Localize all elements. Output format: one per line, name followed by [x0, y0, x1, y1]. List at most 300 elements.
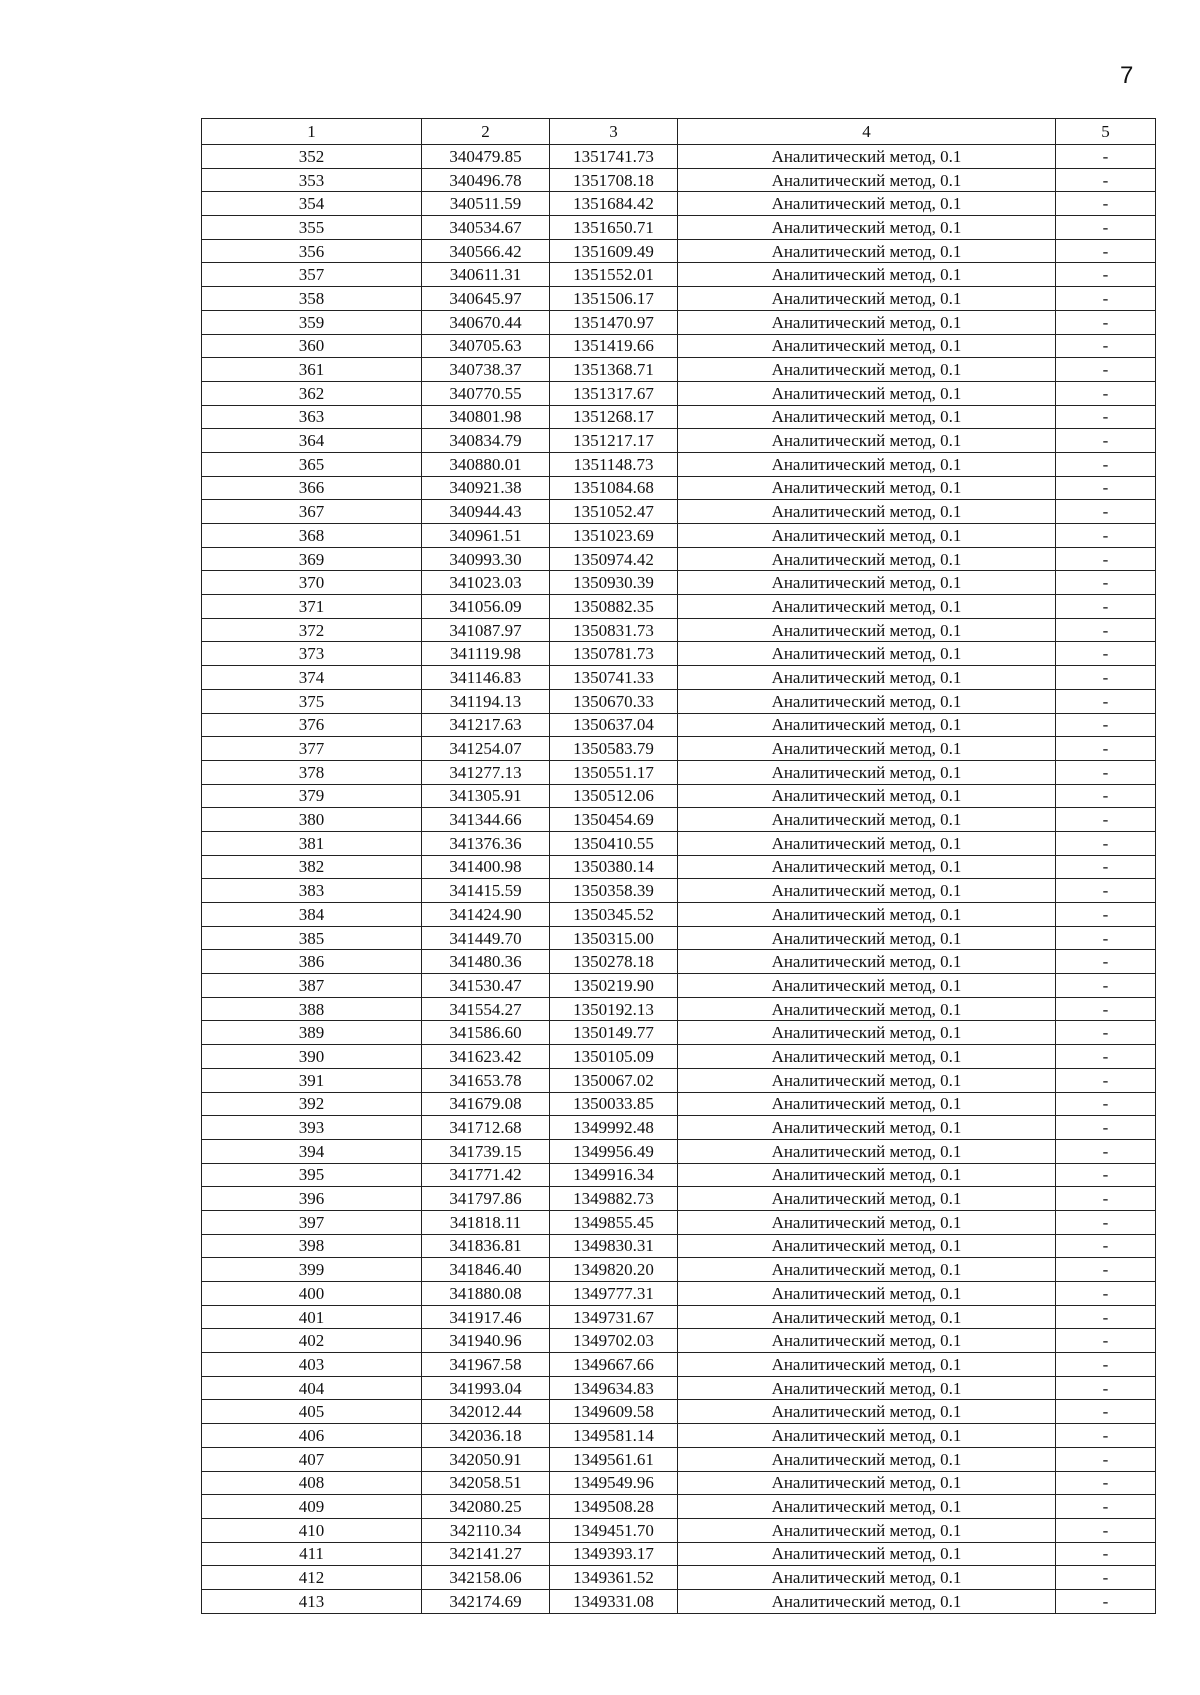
note-cell: - — [1056, 192, 1156, 216]
y-coordinate-cell: 1350930.39 — [550, 571, 678, 595]
x-coordinate-cell: 341217.63 — [422, 713, 550, 737]
note-cell: - — [1056, 903, 1156, 927]
note-cell: - — [1056, 1021, 1156, 1045]
x-coordinate-cell: 341623.42 — [422, 1045, 550, 1069]
point-number-cell: 378 — [202, 760, 422, 784]
y-coordinate-cell: 1350380.14 — [550, 855, 678, 879]
point-number-cell: 387 — [202, 974, 422, 998]
point-number-cell: 397 — [202, 1210, 422, 1234]
method-cell: Аналитический метод, 0.1 — [678, 1376, 1056, 1400]
note-cell: - — [1056, 997, 1156, 1021]
table-row — [202, 974, 1156, 998]
table-row — [202, 310, 1156, 334]
point-number-cell: 409 — [202, 1495, 422, 1519]
column-header-4: 4 — [678, 119, 1056, 145]
y-coordinate-cell: 1350974.42 — [550, 547, 678, 571]
note-cell: - — [1056, 358, 1156, 382]
x-coordinate-cell: 342050.91 — [422, 1447, 550, 1471]
note-cell: - — [1056, 950, 1156, 974]
point-number-cell: 386 — [202, 950, 422, 974]
method-cell: Аналитический метод, 0.1 — [678, 216, 1056, 240]
note-cell: - — [1056, 666, 1156, 690]
note-cell: - — [1056, 713, 1156, 737]
point-number-cell: 380 — [202, 808, 422, 832]
x-coordinate-cell: 340566.42 — [422, 239, 550, 263]
point-number-cell: 406 — [202, 1424, 422, 1448]
point-number-cell: 382 — [202, 855, 422, 879]
table-row — [202, 784, 1156, 808]
table-row — [202, 1234, 1156, 1258]
y-coordinate-cell: 1349667.66 — [550, 1353, 678, 1377]
point-number-cell: 377 — [202, 737, 422, 761]
table-row — [202, 1518, 1156, 1542]
y-coordinate-cell: 1351052.47 — [550, 500, 678, 524]
point-number-cell: 362 — [202, 381, 422, 405]
table-row — [202, 500, 1156, 524]
point-number-cell: 352 — [202, 145, 422, 169]
y-coordinate-cell: 1350219.90 — [550, 974, 678, 998]
method-cell: Аналитический метод, 0.1 — [678, 855, 1056, 879]
point-number-cell: 367 — [202, 500, 422, 524]
y-coordinate-cell: 1349508.28 — [550, 1495, 678, 1519]
y-coordinate-cell: 1350345.52 — [550, 903, 678, 927]
x-coordinate-cell: 341739.15 — [422, 1139, 550, 1163]
table-row — [202, 1187, 1156, 1211]
method-cell: Аналитический метод, 0.1 — [678, 1305, 1056, 1329]
method-cell: Аналитический метод, 0.1 — [678, 1116, 1056, 1140]
table-row — [202, 1566, 1156, 1590]
note-cell: - — [1056, 1566, 1156, 1590]
table-row — [202, 666, 1156, 690]
method-cell: Аналитический метод, 0.1 — [678, 1518, 1056, 1542]
point-number-cell: 408 — [202, 1471, 422, 1495]
x-coordinate-cell: 341554.27 — [422, 997, 550, 1021]
y-coordinate-cell: 1351023.69 — [550, 524, 678, 548]
method-cell: Аналитический метод, 0.1 — [678, 1495, 1056, 1519]
y-coordinate-cell: 1351268.17 — [550, 405, 678, 429]
y-coordinate-cell: 1349956.49 — [550, 1139, 678, 1163]
y-coordinate-cell: 1351317.67 — [550, 381, 678, 405]
y-coordinate-cell: 1349731.67 — [550, 1305, 678, 1329]
x-coordinate-cell: 341530.47 — [422, 974, 550, 998]
note-cell: - — [1056, 500, 1156, 524]
y-coordinate-cell: 1351148.73 — [550, 452, 678, 476]
point-number-cell: 356 — [202, 239, 422, 263]
point-number-cell: 363 — [202, 405, 422, 429]
table-row — [202, 216, 1156, 240]
note-cell: - — [1056, 1447, 1156, 1471]
table-body — [202, 145, 1156, 1614]
method-cell: Аналитический метод, 0.1 — [678, 950, 1056, 974]
y-coordinate-cell: 1349777.31 — [550, 1282, 678, 1306]
x-coordinate-cell: 341679.08 — [422, 1092, 550, 1116]
y-coordinate-cell: 1350105.09 — [550, 1045, 678, 1069]
note-cell: - — [1056, 1376, 1156, 1400]
y-coordinate-cell: 1350067.02 — [550, 1068, 678, 1092]
table-row — [202, 334, 1156, 358]
y-coordinate-cell: 1350454.69 — [550, 808, 678, 832]
method-cell: Аналитический метод, 0.1 — [678, 310, 1056, 334]
note-cell: - — [1056, 1542, 1156, 1566]
table-row — [202, 263, 1156, 287]
note-cell: - — [1056, 1210, 1156, 1234]
note-cell: - — [1056, 1305, 1156, 1329]
table-row — [202, 1447, 1156, 1471]
y-coordinate-cell: 1350583.79 — [550, 737, 678, 761]
x-coordinate-cell: 341653.78 — [422, 1068, 550, 1092]
method-cell: Аналитический метод, 0.1 — [678, 1471, 1056, 1495]
y-coordinate-cell: 1349830.31 — [550, 1234, 678, 1258]
x-coordinate-cell: 340801.98 — [422, 405, 550, 429]
note-cell: - — [1056, 476, 1156, 500]
x-coordinate-cell: 340645.97 — [422, 287, 550, 311]
method-cell: Аналитический метод, 0.1 — [678, 192, 1056, 216]
table-row — [202, 145, 1156, 169]
method-cell: Аналитический метод, 0.1 — [678, 476, 1056, 500]
note-cell: - — [1056, 618, 1156, 642]
method-cell: Аналитический метод, 0.1 — [678, 666, 1056, 690]
method-cell: Аналитический метод, 0.1 — [678, 1424, 1056, 1448]
x-coordinate-cell: 342174.69 — [422, 1589, 550, 1613]
point-number-cell: 398 — [202, 1234, 422, 1258]
x-coordinate-cell: 342141.27 — [422, 1542, 550, 1566]
method-cell: Аналитический метод, 0.1 — [678, 429, 1056, 453]
y-coordinate-cell: 1350358.39 — [550, 879, 678, 903]
y-coordinate-cell: 1350637.04 — [550, 713, 678, 737]
table-row — [202, 595, 1156, 619]
note-cell: - — [1056, 855, 1156, 879]
note-cell: - — [1056, 263, 1156, 287]
point-number-cell: 361 — [202, 358, 422, 382]
method-cell: Аналитический метод, 0.1 — [678, 287, 1056, 311]
table-row — [202, 1495, 1156, 1519]
point-number-cell: 364 — [202, 429, 422, 453]
method-cell: Аналитический метод, 0.1 — [678, 1163, 1056, 1187]
point-number-cell: 381 — [202, 831, 422, 855]
note-cell: - — [1056, 216, 1156, 240]
method-cell: Аналитический метод, 0.1 — [678, 1210, 1056, 1234]
table-row — [202, 1021, 1156, 1045]
point-number-cell: 368 — [202, 524, 422, 548]
x-coordinate-cell: 341087.97 — [422, 618, 550, 642]
note-cell: - — [1056, 1282, 1156, 1306]
y-coordinate-cell: 1350670.33 — [550, 689, 678, 713]
point-number-cell: 391 — [202, 1068, 422, 1092]
table-row — [202, 926, 1156, 950]
method-cell: Аналитический метод, 0.1 — [678, 1542, 1056, 1566]
y-coordinate-cell: 1351506.17 — [550, 287, 678, 311]
note-cell: - — [1056, 168, 1156, 192]
method-cell: Аналитический метод, 0.1 — [678, 689, 1056, 713]
point-number-cell: 371 — [202, 595, 422, 619]
table-row — [202, 760, 1156, 784]
note-cell: - — [1056, 642, 1156, 666]
x-coordinate-cell: 340944.43 — [422, 500, 550, 524]
y-coordinate-cell: 1349609.58 — [550, 1400, 678, 1424]
point-number-cell: 401 — [202, 1305, 422, 1329]
note-cell: - — [1056, 879, 1156, 903]
note-cell: - — [1056, 1353, 1156, 1377]
point-number-cell: 374 — [202, 666, 422, 690]
method-cell: Аналитический метод, 0.1 — [678, 926, 1056, 950]
y-coordinate-cell: 1349549.96 — [550, 1471, 678, 1495]
table-row — [202, 405, 1156, 429]
note-cell: - — [1056, 595, 1156, 619]
point-number-cell: 360 — [202, 334, 422, 358]
table-row — [202, 1139, 1156, 1163]
table-row — [202, 1163, 1156, 1187]
page-number: 7 — [1120, 62, 1134, 89]
point-number-cell: 384 — [202, 903, 422, 927]
note-cell: - — [1056, 1589, 1156, 1613]
x-coordinate-cell: 341344.66 — [422, 808, 550, 832]
y-coordinate-cell: 1349561.61 — [550, 1447, 678, 1471]
note-cell: - — [1056, 1234, 1156, 1258]
point-number-cell: 370 — [202, 571, 422, 595]
method-cell: Аналитический метод, 0.1 — [678, 381, 1056, 405]
point-number-cell: 392 — [202, 1092, 422, 1116]
x-coordinate-cell: 341424.90 — [422, 903, 550, 927]
method-cell: Аналитический метод, 0.1 — [678, 642, 1056, 666]
point-number-cell: 358 — [202, 287, 422, 311]
table-row — [202, 903, 1156, 927]
method-cell: Аналитический метод, 0.1 — [678, 1258, 1056, 1282]
point-number-cell: 407 — [202, 1447, 422, 1471]
note-cell: - — [1056, 310, 1156, 334]
x-coordinate-cell: 341967.58 — [422, 1353, 550, 1377]
method-cell: Аналитический метод, 0.1 — [678, 524, 1056, 548]
y-coordinate-cell: 1351470.97 — [550, 310, 678, 334]
table-row — [202, 429, 1156, 453]
y-coordinate-cell: 1350512.06 — [550, 784, 678, 808]
table-row — [202, 1471, 1156, 1495]
note-cell: - — [1056, 1471, 1156, 1495]
table-row — [202, 1282, 1156, 1306]
method-cell: Аналитический метод, 0.1 — [678, 1234, 1056, 1258]
point-number-cell: 375 — [202, 689, 422, 713]
point-number-cell: 388 — [202, 997, 422, 1021]
table-row — [202, 642, 1156, 666]
method-cell: Аналитический метод, 0.1 — [678, 1068, 1056, 1092]
x-coordinate-cell: 342080.25 — [422, 1495, 550, 1519]
method-cell: Аналитический метод, 0.1 — [678, 1566, 1056, 1590]
x-coordinate-cell: 341119.98 — [422, 642, 550, 666]
x-coordinate-cell: 342158.06 — [422, 1566, 550, 1590]
point-number-cell: 385 — [202, 926, 422, 950]
note-cell: - — [1056, 239, 1156, 263]
y-coordinate-cell: 1350831.73 — [550, 618, 678, 642]
table-row — [202, 168, 1156, 192]
x-coordinate-cell: 341846.40 — [422, 1258, 550, 1282]
note-cell: - — [1056, 1068, 1156, 1092]
table-row — [202, 1092, 1156, 1116]
table-row — [202, 192, 1156, 216]
y-coordinate-cell: 1350278.18 — [550, 950, 678, 974]
note-cell: - — [1056, 1424, 1156, 1448]
table-row — [202, 689, 1156, 713]
method-cell: Аналитический метод, 0.1 — [678, 974, 1056, 998]
method-cell: Аналитический метод, 0.1 — [678, 595, 1056, 619]
table-row — [202, 239, 1156, 263]
method-cell: Аналитический метод, 0.1 — [678, 997, 1056, 1021]
method-cell: Аналитический метод, 0.1 — [678, 760, 1056, 784]
x-coordinate-cell: 340705.63 — [422, 334, 550, 358]
y-coordinate-cell: 1349992.48 — [550, 1116, 678, 1140]
note-cell: - — [1056, 808, 1156, 832]
method-cell: Аналитический метод, 0.1 — [678, 1092, 1056, 1116]
table-row — [202, 808, 1156, 832]
method-cell: Аналитический метод, 0.1 — [678, 713, 1056, 737]
x-coordinate-cell: 341917.46 — [422, 1305, 550, 1329]
method-cell: Аналитический метод, 0.1 — [678, 452, 1056, 476]
method-cell: Аналитический метод, 0.1 — [678, 1282, 1056, 1306]
y-coordinate-cell: 1349451.70 — [550, 1518, 678, 1542]
note-cell: - — [1056, 1116, 1156, 1140]
method-cell: Аналитический метод, 0.1 — [678, 808, 1056, 832]
point-number-cell: 383 — [202, 879, 422, 903]
table-header — [202, 119, 1156, 145]
x-coordinate-cell: 340611.31 — [422, 263, 550, 287]
note-cell: - — [1056, 1092, 1156, 1116]
method-cell: Аналитический метод, 0.1 — [678, 1447, 1056, 1471]
column-header-2: 2 — [422, 119, 550, 145]
note-cell: - — [1056, 1329, 1156, 1353]
y-coordinate-cell: 1349634.83 — [550, 1376, 678, 1400]
table-row — [202, 879, 1156, 903]
y-coordinate-cell: 1351708.18 — [550, 168, 678, 192]
y-coordinate-cell: 1350410.55 — [550, 831, 678, 855]
table-row — [202, 571, 1156, 595]
table-row — [202, 476, 1156, 500]
x-coordinate-cell: 340534.67 — [422, 216, 550, 240]
table-row — [202, 855, 1156, 879]
point-number-cell: 394 — [202, 1139, 422, 1163]
method-cell: Аналитический метод, 0.1 — [678, 1589, 1056, 1613]
x-coordinate-cell: 340834.79 — [422, 429, 550, 453]
point-number-cell: 411 — [202, 1542, 422, 1566]
method-cell: Аналитический метод, 0.1 — [678, 1353, 1056, 1377]
note-cell: - — [1056, 381, 1156, 405]
table-row — [202, 1116, 1156, 1140]
method-cell: Аналитический метод, 0.1 — [678, 1400, 1056, 1424]
x-coordinate-cell: 341254.07 — [422, 737, 550, 761]
point-number-cell: 413 — [202, 1589, 422, 1613]
point-number-cell: 400 — [202, 1282, 422, 1306]
table-row — [202, 1353, 1156, 1377]
method-cell: Аналитический метод, 0.1 — [678, 1187, 1056, 1211]
table-row — [202, 1068, 1156, 1092]
point-number-cell: 405 — [202, 1400, 422, 1424]
table-row — [202, 358, 1156, 382]
note-cell: - — [1056, 1258, 1156, 1282]
note-cell: - — [1056, 334, 1156, 358]
method-cell: Аналитический метод, 0.1 — [678, 145, 1056, 169]
x-coordinate-cell: 341836.81 — [422, 1234, 550, 1258]
x-coordinate-cell: 341818.11 — [422, 1210, 550, 1234]
note-cell: - — [1056, 831, 1156, 855]
table-row — [202, 831, 1156, 855]
table-row — [202, 950, 1156, 974]
x-coordinate-cell: 340993.30 — [422, 547, 550, 571]
y-coordinate-cell: 1351368.71 — [550, 358, 678, 382]
y-coordinate-cell: 1349916.34 — [550, 1163, 678, 1187]
x-coordinate-cell: 342036.18 — [422, 1424, 550, 1448]
x-coordinate-cell: 341880.08 — [422, 1282, 550, 1306]
x-coordinate-cell: 340496.78 — [422, 168, 550, 192]
table-row — [202, 1400, 1156, 1424]
method-cell: Аналитический метод, 0.1 — [678, 784, 1056, 808]
note-cell: - — [1056, 926, 1156, 950]
y-coordinate-cell: 1349702.03 — [550, 1329, 678, 1353]
table-row — [202, 1424, 1156, 1448]
table-row — [202, 1589, 1156, 1613]
note-cell: - — [1056, 405, 1156, 429]
point-number-cell: 410 — [202, 1518, 422, 1542]
method-cell: Аналитический метод, 0.1 — [678, 903, 1056, 927]
y-coordinate-cell: 1350149.77 — [550, 1021, 678, 1045]
method-cell: Аналитический метод, 0.1 — [678, 1329, 1056, 1353]
point-number-cell: 369 — [202, 547, 422, 571]
y-coordinate-cell: 1351741.73 — [550, 145, 678, 169]
note-cell: - — [1056, 547, 1156, 571]
note-cell: - — [1056, 760, 1156, 784]
point-number-cell: 390 — [202, 1045, 422, 1069]
note-cell: - — [1056, 1400, 1156, 1424]
y-coordinate-cell: 1351217.17 — [550, 429, 678, 453]
note-cell: - — [1056, 571, 1156, 595]
x-coordinate-cell: 342110.34 — [422, 1518, 550, 1542]
point-number-cell: 366 — [202, 476, 422, 500]
point-number-cell: 396 — [202, 1187, 422, 1211]
y-coordinate-cell: 1349331.08 — [550, 1589, 678, 1613]
point-number-cell: 404 — [202, 1376, 422, 1400]
method-cell: Аналитический метод, 0.1 — [678, 547, 1056, 571]
point-number-cell: 365 — [202, 452, 422, 476]
note-cell: - — [1056, 287, 1156, 311]
x-coordinate-cell: 341480.36 — [422, 950, 550, 974]
x-coordinate-cell: 340479.85 — [422, 145, 550, 169]
table-row — [202, 1045, 1156, 1069]
header-row — [202, 119, 1156, 145]
note-cell: - — [1056, 784, 1156, 808]
x-coordinate-cell: 340738.37 — [422, 358, 550, 382]
table-row — [202, 547, 1156, 571]
point-number-cell: 403 — [202, 1353, 422, 1377]
x-coordinate-cell: 341023.03 — [422, 571, 550, 595]
table-row — [202, 997, 1156, 1021]
x-coordinate-cell: 341940.96 — [422, 1329, 550, 1353]
note-cell: - — [1056, 689, 1156, 713]
x-coordinate-cell: 342058.51 — [422, 1471, 550, 1495]
table-row — [202, 1542, 1156, 1566]
point-number-cell: 353 — [202, 168, 422, 192]
note-cell: - — [1056, 1163, 1156, 1187]
point-number-cell: 372 — [202, 618, 422, 642]
note-cell: - — [1056, 1045, 1156, 1069]
table-row — [202, 452, 1156, 476]
table-row — [202, 381, 1156, 405]
note-cell: - — [1056, 452, 1156, 476]
table-row — [202, 1329, 1156, 1353]
table-row — [202, 287, 1156, 311]
x-coordinate-cell: 340670.44 — [422, 310, 550, 334]
point-number-cell: 355 — [202, 216, 422, 240]
point-number-cell: 357 — [202, 263, 422, 287]
point-number-cell: 359 — [202, 310, 422, 334]
point-number-cell: 376 — [202, 713, 422, 737]
y-coordinate-cell: 1349393.17 — [550, 1542, 678, 1566]
x-coordinate-cell: 341146.83 — [422, 666, 550, 690]
